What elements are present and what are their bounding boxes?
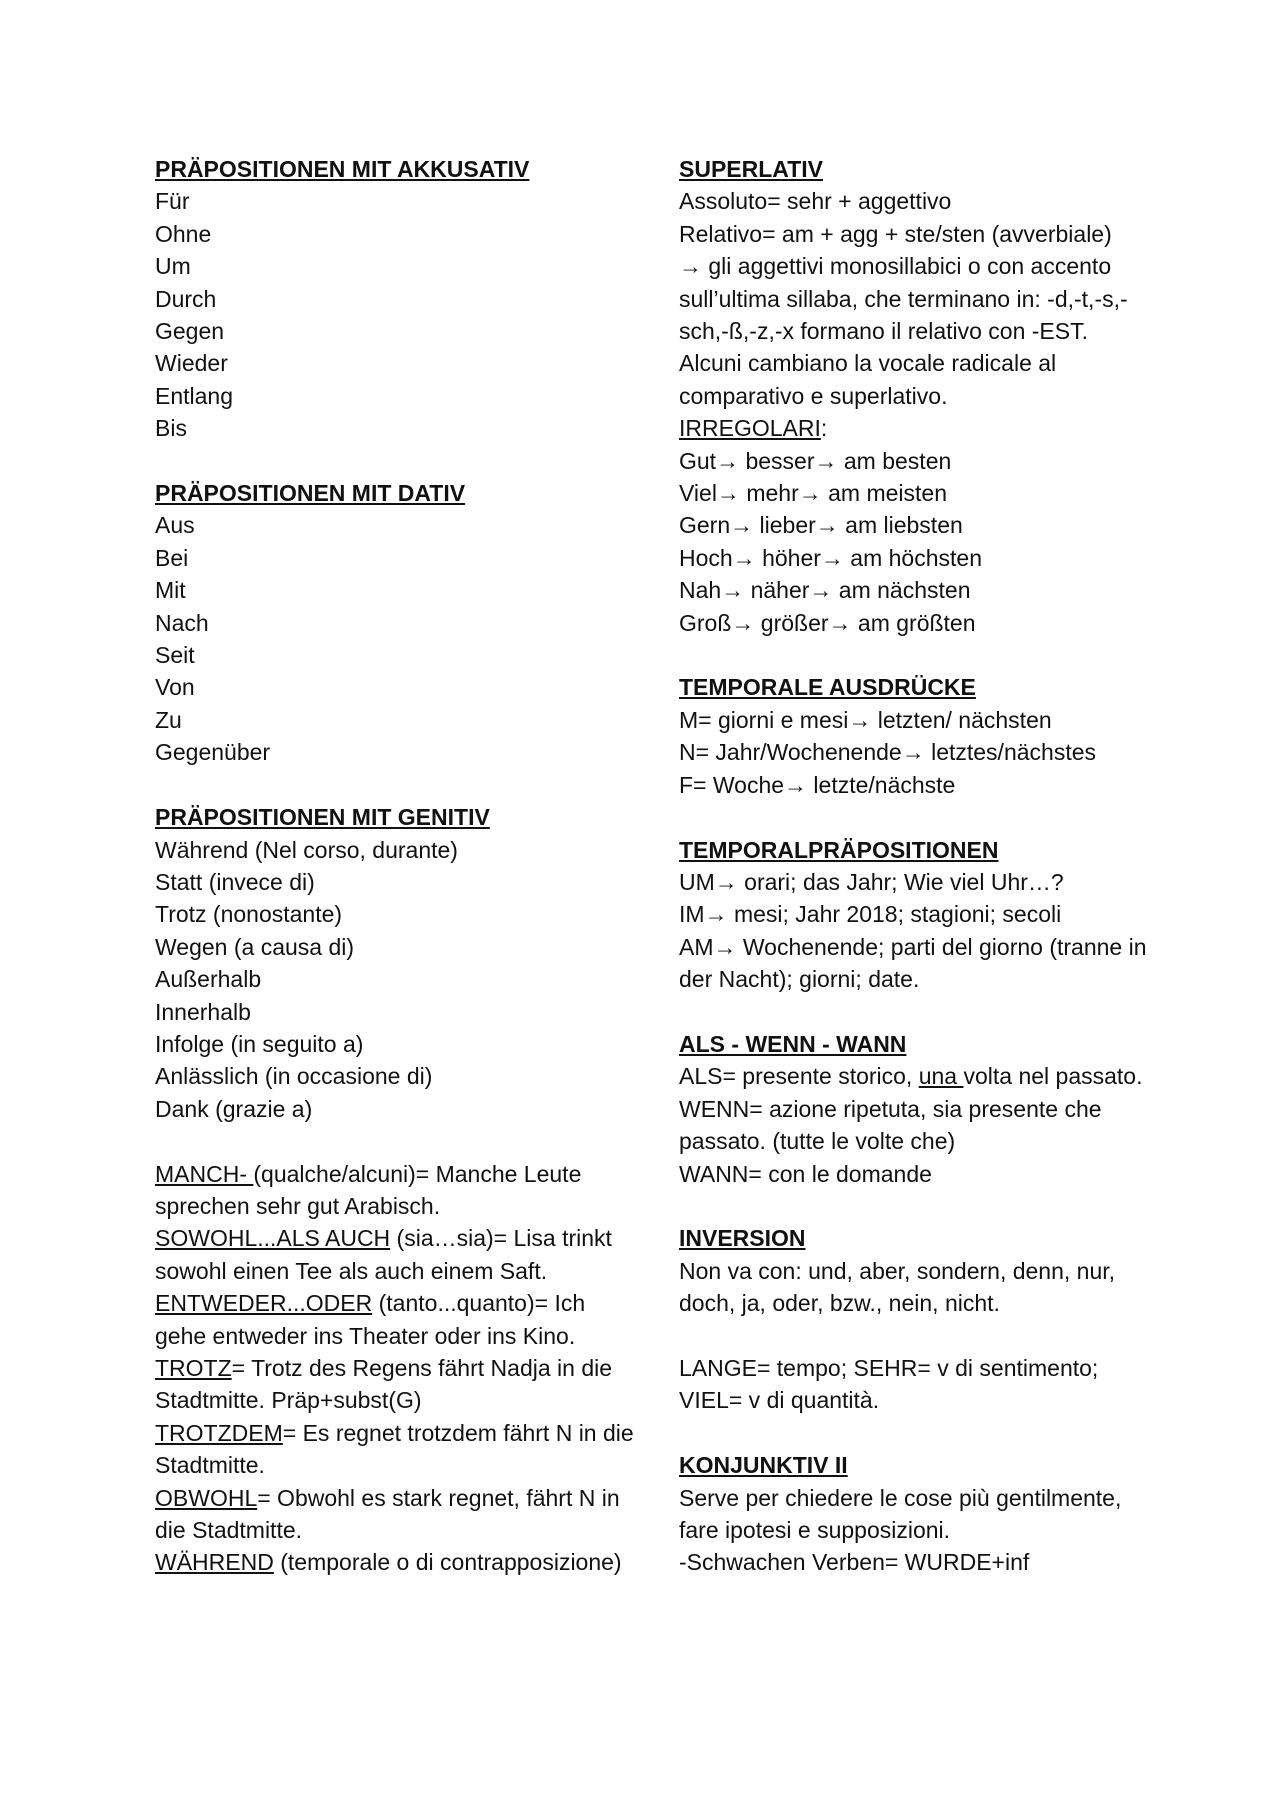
list-item: Nah→ näher→ am nächsten: [679, 577, 971, 604]
list-item: Innerhalb: [155, 998, 251, 1025]
list-item: AM→ Wochenende; parti del giorno (tranne in der Nacht); giorni; date.: [679, 933, 1147, 993]
right-column: [679, 153, 1159, 1579]
list-item: Trotz (nonostante): [155, 901, 343, 928]
list-item: Wegen (a causa di): [155, 933, 355, 960]
list-item: Ohne: [155, 220, 212, 247]
text-paragraph: Alcuni cambiano la vocale radicale al comparativo e superlativo.: [679, 350, 1057, 409]
spacer: [679, 1417, 1159, 1449]
spacer: [679, 1320, 1159, 1352]
list-item: Infolge (in seguito a): [155, 1030, 364, 1057]
spacer: [155, 1125, 635, 1157]
list-item: Bis: [155, 415, 187, 442]
note-text: = Es regnet trotzdem fährt N in die Stadtmitte.: [155, 1419, 634, 1479]
list-item: Groß→ größer→ am größten: [679, 609, 976, 636]
list-item: M= giorni e mesi→ letzten/ nächsten: [679, 706, 1052, 733]
note-entweder: [155, 1287, 635, 1352]
list-item: Von: [155, 674, 195, 701]
list-item: Seit: [155, 642, 195, 669]
als-text: volta nel passato.: [963, 1063, 1143, 1090]
list-item: N= Jahr/Wochenende→ letztes/nächstes: [679, 739, 1096, 766]
text-line: Relativo= am + agg + ste/sten (avverbiale): [679, 220, 1112, 247]
note-text: (temporale o di contrapposizione): [273, 1549, 622, 1576]
list-item: Mit: [155, 577, 186, 604]
note-term: SOWOHL...ALS AUCH: [155, 1225, 391, 1252]
heading-genitiv: PRÄPOSITIONEN MIT GENITIV: [155, 804, 490, 831]
list-item: Entlang: [155, 382, 234, 409]
lange-sehr-viel-text: LANGE= tempo; SEHR= v di sentimento; VIEL= v di quantità.: [679, 1354, 1099, 1414]
dativ-list: [155, 509, 635, 768]
spacer: [155, 445, 635, 477]
spacer: [679, 996, 1159, 1028]
list-item: F= Woche→ letzte/nächste: [679, 771, 956, 798]
heading-dativ: PRÄPOSITIONEN MIT DATIV: [155, 480, 466, 507]
genitiv-list: [155, 834, 635, 1126]
list-item: Nach: [155, 609, 209, 636]
irregolari-list: [679, 445, 1159, 639]
list-item: Aus: [155, 512, 195, 539]
wenn-definition: WENN= azione ripetuta, sia presente che passato. (tutte le volte che): [679, 1095, 1102, 1155]
list-item: Gern→ lieber→ am liebsten: [679, 512, 963, 539]
akkusativ-list: [155, 185, 635, 444]
note-trotzdem: [155, 1417, 635, 1482]
wann-definition: WANN= con le domande: [679, 1160, 932, 1187]
spacer: [155, 769, 635, 801]
list-item: Zu: [155, 706, 182, 733]
note-manch: [155, 1158, 635, 1223]
heading-temporale-ausdruecke: TEMPORALE AUSDRÜCKE: [679, 674, 976, 701]
list-item: Bei: [155, 544, 189, 571]
list-item: Gegenüber: [155, 739, 271, 766]
list-item: Viel→ mehr→ am meisten: [679, 480, 947, 507]
note-term: OBWOHL: [155, 1484, 258, 1511]
list-item: Gegen: [155, 318, 225, 345]
list-item: Wieder: [155, 350, 228, 377]
heading-konjunktiv-ii: KONJUNKTIV II: [679, 1452, 848, 1479]
note-obwohl: [155, 1482, 635, 1547]
list-item: Während (Nel corso, durante): [155, 836, 458, 863]
note-trotz: [155, 1352, 635, 1417]
als-text: ALS= presente storico,: [679, 1063, 919, 1090]
list-item: Statt (invece di): [155, 868, 315, 895]
note-sowohl: [155, 1222, 635, 1287]
note-text: = Obwohl es stark regnet, fährt N in die Stadtmitte.: [155, 1484, 620, 1544]
irregolari-label-line: [679, 412, 1159, 444]
note-term: TROTZDEM: [155, 1419, 283, 1446]
note-text: (sia…sia)= Lisa trinkt sowohl einen Tee als auch einem Saft.: [155, 1225, 612, 1284]
note-term: MANCH-: [155, 1160, 254, 1187]
spacer: [679, 801, 1159, 833]
spacer: [679, 639, 1159, 671]
note-term: ENTWEDER...ODER: [155, 1290, 373, 1317]
spacer: [679, 1190, 1159, 1222]
note-term: TROTZ: [155, 1354, 232, 1381]
list-item: Gut→ besser→ am besten: [679, 447, 952, 474]
heading-als-wenn-wann: ALS - WENN - WANN: [679, 1030, 907, 1057]
inversion-text: Non va con: und, aber, sondern, denn, nur, doch, ja, oder, bzw., nein, nicht.: [679, 1257, 1116, 1317]
konjunktiv-text: Serve per chiedere le cose più gentilmente, fare ipotesi e supposizioni.: [679, 1484, 1122, 1543]
list-item: UM→ orari; das Jahr; Wie viel Uhr…?: [679, 868, 1064, 895]
als-underlined: una: [918, 1063, 964, 1090]
list-item: IM→ mesi; Jahr 2018; stagioni; secoli: [679, 901, 1062, 928]
colon: :: [820, 415, 828, 442]
text-line: Assoluto= sehr + aggettivo: [679, 188, 952, 215]
irregolari-label: IRREGOLARI: [679, 415, 821, 442]
heading-inversion: INVERSION: [679, 1225, 806, 1252]
heading-temporalpraepositionen: TEMPORALPRÄPOSITIONEN: [679, 836, 999, 863]
list-item: Hoch→ höher→ am höchsten: [679, 544, 982, 571]
heading-akkusativ: PRÄPOSITIONEN MIT AKKUSATIV: [155, 156, 530, 182]
konjunktiv-rule: -Schwachen Verben= WURDE+inf: [679, 1549, 1030, 1576]
note-text: = Trotz des Regens fährt Nadja in die Stadtmitte. Präp+subst(G): [155, 1354, 613, 1414]
note-term: WÄHREND: [155, 1549, 274, 1576]
text-paragraph: → gli aggettivi monosillabici o con accento sull’ultima sillaba, che terminano in: -d,-t,-s,-sch,-ß,-z,-x formano il relativo con -EST.: [679, 253, 1128, 345]
note-text: (tanto...quanto)= Ich gehe entweder ins Theater oder ins Kino.: [155, 1290, 586, 1349]
heading-superlativ: SUPERLATIV: [679, 156, 823, 182]
list-item: Dank (grazie a): [155, 1095, 313, 1122]
list-item: Um: [155, 253, 191, 280]
note-waehrend: [155, 1546, 635, 1578]
list-item: Für: [155, 188, 190, 215]
list-item: Anlässlich (in occasione di): [155, 1063, 433, 1090]
left-column: [155, 153, 635, 1579]
list-item: Außerhalb: [155, 966, 262, 993]
als-definition: [679, 1060, 1159, 1092]
list-item: Durch: [155, 285, 217, 312]
conjunction-notes: [155, 1158, 635, 1579]
note-text: (qualche/alcuni)= Manche Leute sprechen sehr gut Arabisch.: [155, 1160, 582, 1219]
